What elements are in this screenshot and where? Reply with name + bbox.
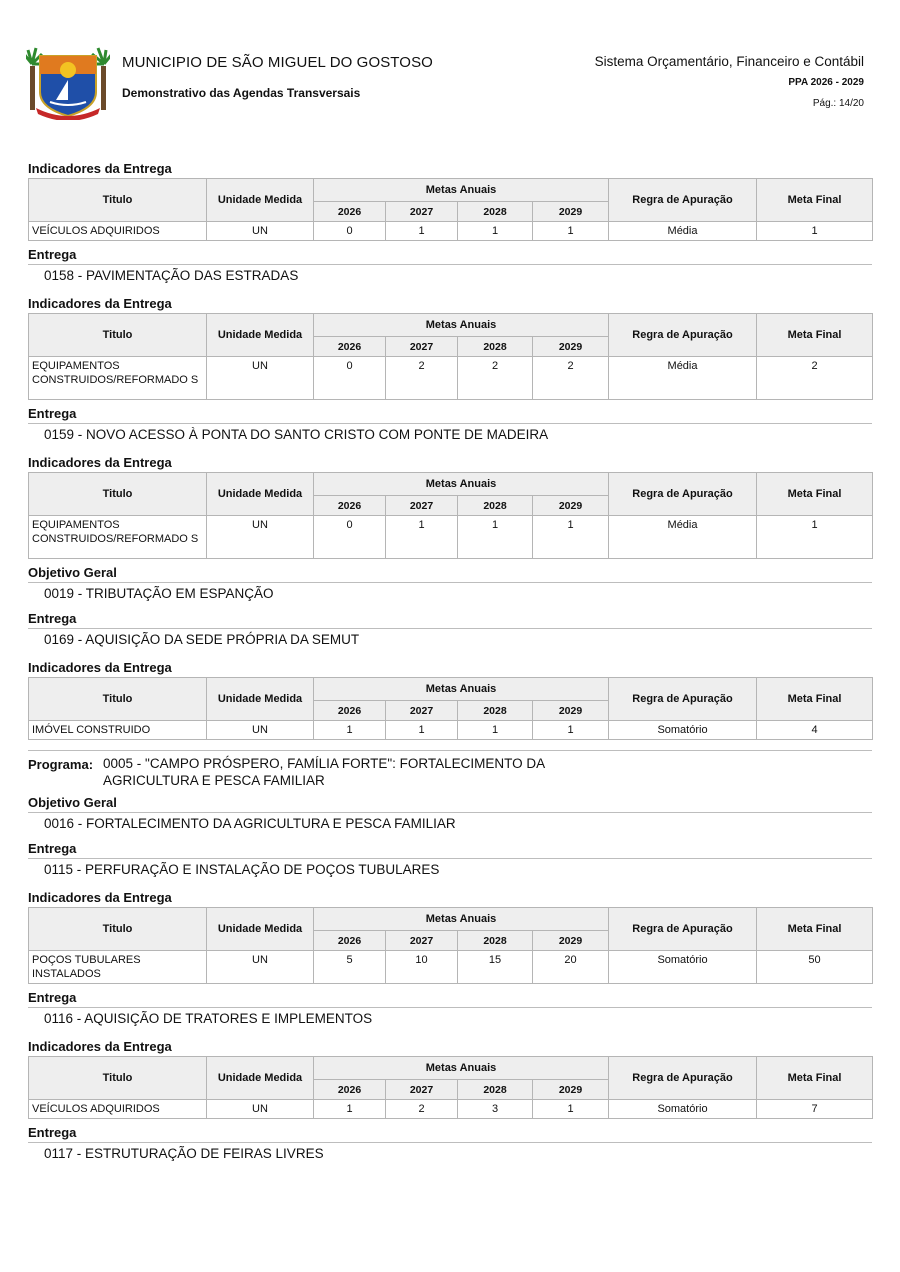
indicator-table (28, 1056, 873, 1119)
entrega-title: 0115 - PERFURAÇÃO E INSTALAÇÃO DE POÇOS TUBULARES (44, 862, 440, 877)
objetivo-title: 0019 - TRIBUTAÇÃO EM ESPANÇÃO (44, 586, 274, 601)
cell-meta-final: 7 (757, 1100, 873, 1119)
col-meta-final: Meta Final (757, 314, 873, 357)
col-unidade: Unidade Medida (207, 314, 314, 357)
col-metas: Metas Anuais (314, 908, 609, 931)
cell-2026: 1 (314, 721, 386, 740)
cell-regra: Somatório (609, 1100, 757, 1119)
cell-2028: 15 (458, 951, 533, 984)
cell-meta-final: 1 (757, 516, 873, 559)
entrega-heading: Entrega (28, 1123, 872, 1143)
cell-unidade: UN (207, 516, 314, 559)
col-year: 2029 (533, 931, 609, 951)
indicadores-heading: Indicadores da Entrega (28, 455, 172, 470)
objetivo-heading: Objetivo Geral (28, 563, 872, 583)
cell-2029: 1 (533, 222, 609, 241)
col-year: 2028 (458, 337, 533, 357)
indicator-table (28, 178, 873, 241)
col-meta-final: Meta Final (757, 908, 873, 951)
table-row (29, 516, 873, 559)
cell-titulo: IMÓVEL CONSTRUIDO (29, 721, 207, 740)
col-meta-final: Meta Final (757, 473, 873, 516)
col-year: 2027 (386, 337, 458, 357)
col-regra: Regra de Apuração (609, 179, 757, 222)
table-row (29, 357, 873, 400)
cell-titulo: VEÍCULOS ADQUIRIDOS (29, 222, 207, 241)
cell-2027: 10 (386, 951, 458, 984)
cell-2028: 1 (458, 222, 533, 241)
col-regra: Regra de Apuração (609, 908, 757, 951)
col-year: 2026 (314, 496, 386, 516)
cell-titulo: EQUIPAMENTOS CONSTRUIDOS/REFORMADO S (29, 516, 207, 559)
entrega-heading: Entrega (28, 404, 872, 424)
entrega-heading: Entrega (28, 839, 872, 859)
col-year: 2028 (458, 496, 533, 516)
table-row (29, 1100, 873, 1119)
programa-title: 0005 - "CAMPO PRÓSPERO, FAMÍLIA FORTE": FORTALECIMENTO DA AGRICULTURA E PESCA FAMILIAR (103, 756, 545, 788)
col-year: 2026 (314, 337, 386, 357)
cell-2029: 2 (533, 357, 609, 400)
col-year: 2027 (386, 496, 458, 516)
cell-2029: 1 (533, 516, 609, 559)
cell-unidade: UN (207, 222, 314, 241)
entrega-title: 0158 - PAVIMENTAÇÃO DAS ESTRADAS (44, 268, 299, 283)
col-unidade: Unidade Medida (207, 179, 314, 222)
objetivo-heading: Objetivo Geral (28, 793, 872, 813)
indicadores-heading: Indicadores da Entrega (28, 660, 172, 675)
indicator-table (28, 907, 873, 984)
table-row (29, 951, 873, 984)
col-metas: Metas Anuais (314, 1057, 609, 1080)
entrega-heading: Entrega (28, 245, 872, 265)
col-year: 2028 (458, 931, 533, 951)
entrega-title: 0116 - AQUISIÇÃO DE TRATORES E IMPLEMENTOS (44, 1011, 373, 1026)
cell-2027: 1 (386, 721, 458, 740)
table-row (29, 721, 873, 740)
col-year: 2029 (533, 496, 609, 516)
col-year: 2026 (314, 931, 386, 951)
cell-2026: 0 (314, 222, 386, 241)
cell-2027: 2 (386, 357, 458, 400)
cell-unidade: UN (207, 1100, 314, 1119)
indicadores-heading: Indicadores da Entrega (28, 296, 172, 311)
cell-2028: 1 (458, 721, 533, 740)
col-metas: Metas Anuais (314, 678, 609, 701)
indicator-table (28, 677, 873, 740)
col-regra: Regra de Apuração (609, 1057, 757, 1100)
programa-label: Programa: (28, 757, 94, 772)
col-metas: Metas Anuais (314, 314, 609, 337)
col-year: 2027 (386, 1080, 458, 1100)
municipal-coat-of-arms-logo (26, 42, 110, 120)
col-year: 2029 (533, 701, 609, 721)
cell-2028: 2 (458, 357, 533, 400)
col-meta-final: Meta Final (757, 678, 873, 721)
cell-unidade: UN (207, 721, 314, 740)
entrega-heading: Entrega (28, 609, 872, 629)
col-year: 2027 (386, 701, 458, 721)
cell-2029: 1 (533, 721, 609, 740)
col-year: 2029 (533, 202, 609, 222)
indicadores-heading: Indicadores da Entrega (28, 161, 172, 176)
cell-unidade: UN (207, 357, 314, 400)
cell-2028: 3 (458, 1100, 533, 1119)
ppa-period: PPA 2026 - 2029 (788, 77, 864, 88)
col-year: 2027 (386, 202, 458, 222)
col-regra: Regra de Apuração (609, 473, 757, 516)
col-year: 2028 (458, 202, 533, 222)
report-body (28, 160, 872, 1167)
col-year: 2029 (533, 1080, 609, 1100)
cell-2026: 0 (314, 357, 386, 400)
col-year: 2027 (386, 931, 458, 951)
system-name: Sistema Orçamentário, Financeiro e Contábil (594, 54, 864, 69)
col-metas: Metas Anuais (314, 473, 609, 496)
objetivo-title: 0016 - FORTALECIMENTO DA AGRICULTURA E PESCA FAMILIAR (44, 816, 456, 831)
cell-2026: 0 (314, 516, 386, 559)
cell-2029: 1 (533, 1100, 609, 1119)
municipality-name: MUNICIPIO DE SÃO MIGUEL DO GOSTOSO (122, 54, 433, 71)
indicator-table (28, 313, 873, 400)
cell-meta-final: 50 (757, 951, 873, 984)
col-titulo: Titulo (29, 678, 207, 721)
indicadores-heading: Indicadores da Entrega (28, 1039, 172, 1054)
col-titulo: Titulo (29, 473, 207, 516)
cell-2029: 20 (533, 951, 609, 984)
col-year: 2028 (458, 1080, 533, 1100)
cell-titulo: POÇOS TUBULARES INSTALADOS (29, 951, 207, 984)
indicator-table (28, 472, 873, 559)
cell-meta-final: 1 (757, 222, 873, 241)
table-row (29, 222, 873, 241)
indicadores-heading: Indicadores da Entrega (28, 890, 172, 905)
col-unidade: Unidade Medida (207, 908, 314, 951)
col-regra: Regra de Apuração (609, 678, 757, 721)
cell-2026: 5 (314, 951, 386, 984)
col-year: 2028 (458, 701, 533, 721)
cell-2026: 1 (314, 1100, 386, 1119)
entrega-heading: Entrega (28, 988, 872, 1008)
col-year: 2026 (314, 202, 386, 222)
col-regra: Regra de Apuração (609, 314, 757, 357)
col-titulo: Titulo (29, 1057, 207, 1100)
cell-regra: Média (609, 516, 757, 559)
col-year: 2029 (533, 337, 609, 357)
cell-titulo: EQUIPAMENTOS CONSTRUIDOS/REFORMADO S (29, 357, 207, 400)
cell-2028: 1 (458, 516, 533, 559)
cell-regra: Somatório (609, 721, 757, 740)
col-year: 2026 (314, 1080, 386, 1100)
cell-meta-final: 4 (757, 721, 873, 740)
col-titulo: Titulo (29, 908, 207, 951)
cell-2027: 1 (386, 222, 458, 241)
entrega-title: 0169 - AQUISIÇÃO DA SEDE PRÓPRIA DA SEMUT (44, 632, 360, 647)
cell-regra: Média (609, 222, 757, 241)
col-unidade: Unidade Medida (207, 1057, 314, 1100)
programa-block (28, 750, 872, 789)
cell-meta-final: 2 (757, 357, 873, 400)
entrega-title: 0159 - NOVO ACESSO À PONTA DO SANTO CRISTO COM PONTE DE MADEIRA (44, 427, 549, 442)
col-year: 2026 (314, 701, 386, 721)
cell-unidade: UN (207, 951, 314, 984)
entrega-title: 0117 - ESTRUTURAÇÃO DE FEIRAS LIVRES (44, 1146, 324, 1161)
report-subtitle: Demonstrativo das Agendas Transversais (122, 86, 361, 100)
col-meta-final: Meta Final (757, 1057, 873, 1100)
page-number: Pág.: 14/20 (812, 98, 864, 109)
col-unidade: Unidade Medida (207, 678, 314, 721)
cell-regra: Somatório (609, 951, 757, 984)
col-metas: Metas Anuais (314, 179, 609, 202)
cell-2027: 1 (386, 516, 458, 559)
col-unidade: Unidade Medida (207, 473, 314, 516)
cell-titulo: VEÍCULOS ADQUIRIDOS (29, 1100, 207, 1119)
col-titulo: Titulo (29, 314, 207, 357)
cell-regra: Média (609, 357, 757, 400)
cell-2027: 2 (386, 1100, 458, 1119)
col-meta-final: Meta Final (757, 179, 873, 222)
col-titulo: Titulo (29, 179, 207, 222)
